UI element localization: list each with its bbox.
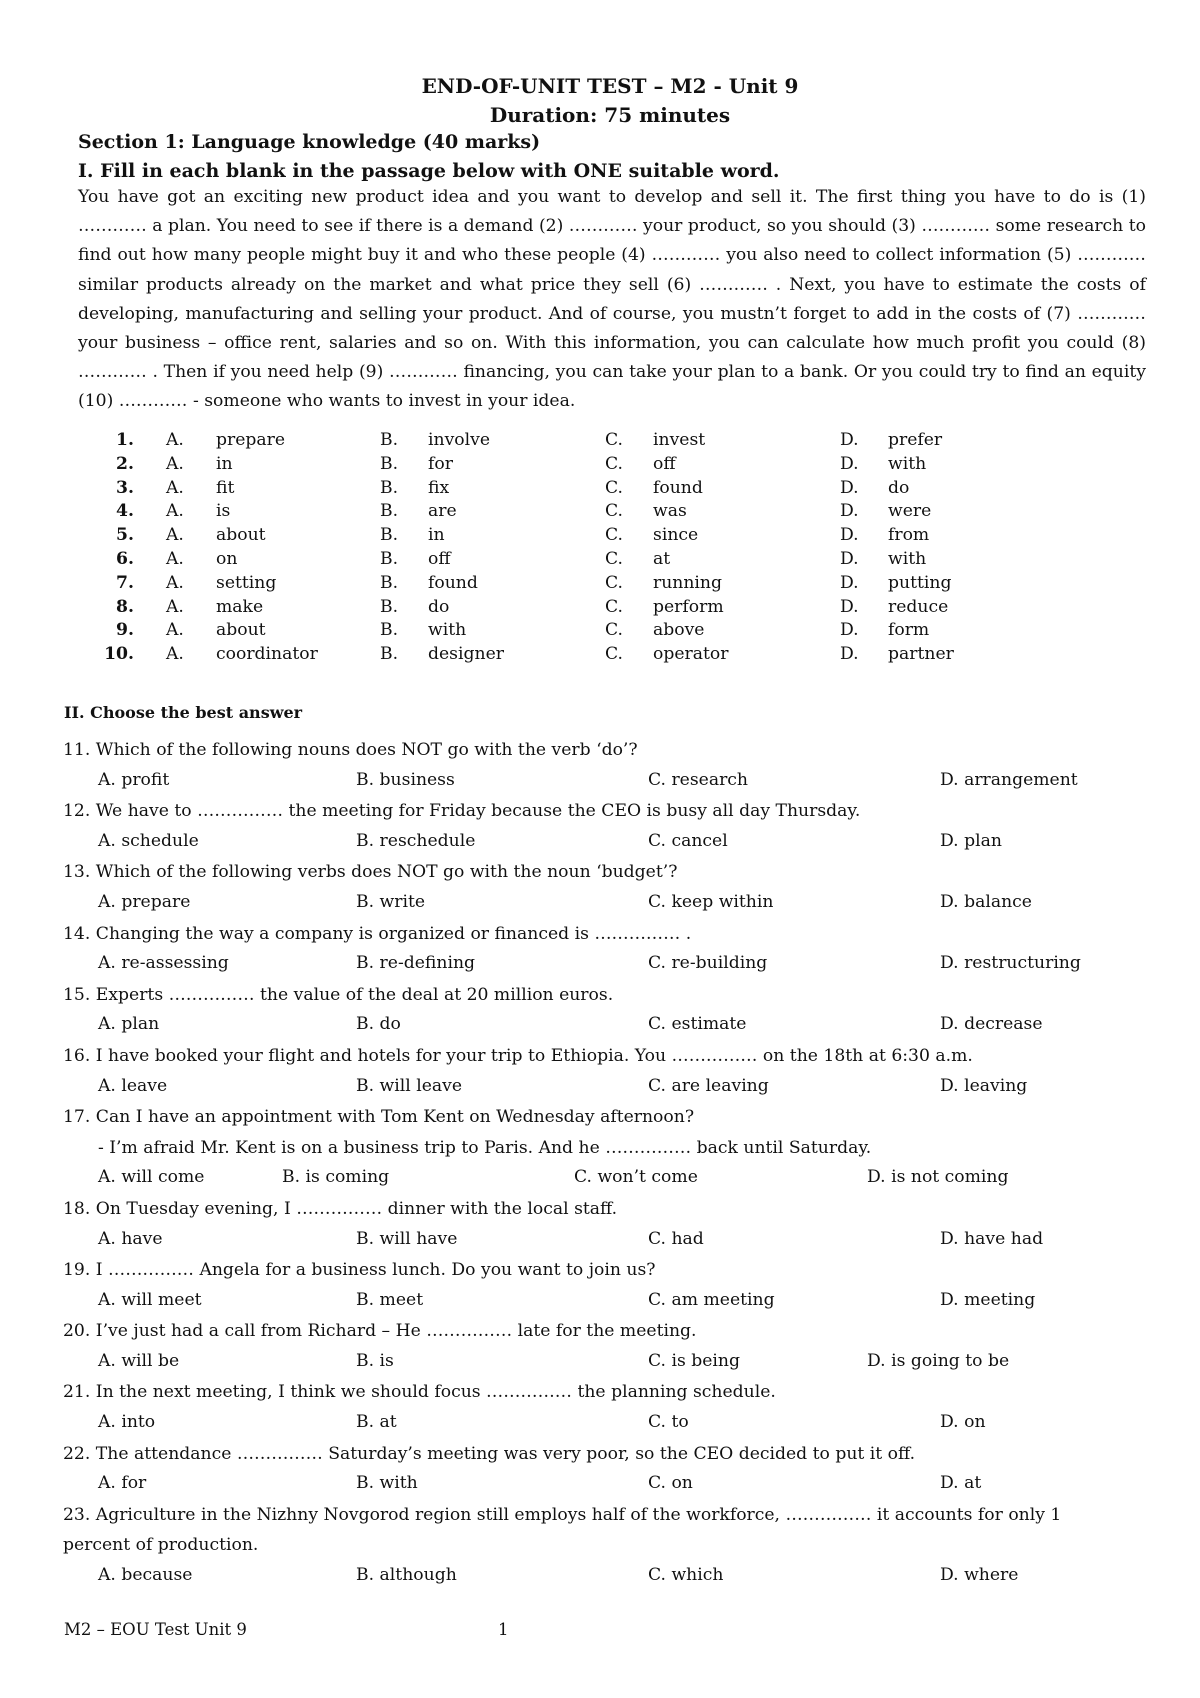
option-letter-b: B. — [380, 549, 399, 569]
option-row — [0, 501, 1200, 525]
answer-option-b[interactable]: B. with — [356, 1473, 418, 1494]
answer-option-b[interactable]: B. do — [356, 1014, 401, 1035]
question-item — [0, 1102, 1200, 1194]
option-a: prepare — [216, 430, 286, 450]
option-d: with — [888, 549, 927, 569]
option-b: are — [428, 501, 457, 522]
option-c: operator — [653, 644, 729, 665]
option-letter-a: A. — [166, 453, 184, 474]
answer-option-d[interactable]: D. where — [940, 1565, 1019, 1586]
answer-option-d[interactable]: D. meeting — [940, 1289, 1036, 1310]
answer-option-d[interactable]: D. balance — [940, 891, 1032, 912]
option-letter-d: D. — [840, 501, 859, 522]
answer-option-a[interactable]: A. prepare — [98, 891, 191, 912]
option-letter-d: D. — [840, 644, 859, 665]
question-stem: 14. Changing the way a company is organized or financed is …………… . — [63, 923, 692, 944]
option-letter-c: C. — [605, 525, 624, 546]
answer-option-b[interactable]: B. is — [356, 1350, 394, 1371]
option-d: do — [888, 477, 910, 498]
answer-options — [0, 1072, 1200, 1103]
answer-option-d[interactable]: D. have had — [940, 1228, 1044, 1249]
answer-option-b[interactable]: B. business — [356, 769, 455, 790]
question-stem: 19. I …………… Angela for a business lunch. Do you want to join us? — [63, 1260, 656, 1281]
option-b: do — [428, 596, 450, 617]
option-a: setting — [216, 572, 277, 593]
answer-option-d[interactable]: D. is not coming — [867, 1167, 1009, 1188]
question-note: - I’m afraid Mr. Kent is on a business trip to Paris. And he …………… back until Saturday. — [98, 1137, 872, 1158]
option-letter-d: D. — [840, 430, 859, 450]
option-letter-a: A. — [166, 572, 184, 593]
answer-option-a[interactable]: A. will come — [98, 1167, 205, 1188]
part1-heading: I. Fill in each blank in the passage below with ONE suitable word. — [78, 160, 780, 182]
option-c: since — [653, 525, 699, 546]
answer-option-c[interactable]: C. which — [648, 1565, 724, 1586]
option-b: found — [428, 572, 478, 593]
option-d: putting — [888, 572, 952, 593]
answer-option-d[interactable]: D. on — [940, 1412, 986, 1433]
answer-option-c[interactable]: C. re-building — [648, 953, 768, 974]
option-number: 10. — [104, 644, 134, 665]
option-letter-d: D. — [840, 596, 859, 617]
answer-option-b[interactable]: B. although — [356, 1565, 457, 1586]
option-b: involve — [428, 430, 491, 450]
option-number: 1. — [116, 430, 134, 450]
option-a: about — [216, 525, 266, 546]
option-number: 7. — [116, 572, 134, 593]
answer-option-a[interactable]: A. because — [98, 1565, 193, 1586]
option-row — [0, 644, 1200, 668]
option-letter-a: A. — [166, 549, 184, 569]
option-letter-c: C. — [605, 453, 624, 474]
duration-line: Duration: 75 minutes — [489, 103, 731, 127]
question-item — [0, 796, 1200, 857]
answer-options — [0, 1561, 1200, 1592]
option-letter-b: B. — [380, 644, 399, 665]
option-c: at — [653, 549, 671, 569]
option-a: in — [216, 453, 233, 474]
option-number: 6. — [116, 549, 134, 569]
passage-text: You have got an exciting new product idea and you want to develop and sell it. The first thing you have to do is (1) ………… a plan. You need to see if there is a demand (2) ………… your product, so you should (3) ………… some research to find out how many people might buy it and who these people (4) ………… you also need to collect information (5) ………… similar products already on the market and what price they sell (6) ………… . Next, you have to estimate the costs of developing, manufacturing and selling your product. And of course, you mustn’t forget to add in the costs of (7) ………… your business – office rent, salaries and so on. With this information, you can calculate how much profit you could (8) ………… . Then if you need help (9) ………… financing, you can take your plan to a bank. Or you could try to find an equity (10) ………… - someone who wants to invest in your idea. — [78, 187, 1146, 412]
question-item — [0, 1377, 1200, 1438]
answer-option-a[interactable]: A. into — [98, 1412, 156, 1433]
option-letter-b: B. — [380, 453, 399, 474]
answer-option-b[interactable]: B. will leave — [356, 1075, 463, 1096]
answer-options — [0, 827, 1200, 858]
answer-option-a[interactable]: A. for — [98, 1473, 147, 1494]
option-number: 4. — [116, 501, 134, 522]
option-number: 5. — [116, 525, 134, 546]
option-a: coordinator — [216, 644, 318, 665]
answer-options — [0, 1010, 1200, 1041]
option-letter-c: C. — [605, 572, 624, 593]
page-number: 1 — [498, 1620, 509, 1639]
option-letter-c: C. — [605, 477, 624, 498]
option-letter-d: D. — [840, 572, 859, 593]
answer-option-c[interactable]: C. am meeting — [648, 1289, 775, 1310]
answer-option-d[interactable]: D. arrangement — [940, 769, 1078, 790]
answer-option-d[interactable]: D. leaving — [940, 1075, 1028, 1096]
question-stem: 11. Which of the following nouns does NOT go with the verb ‘do’? — [63, 740, 638, 760]
option-letter-b: B. — [380, 620, 399, 641]
page-title: END-OF-UNIT TEST – M2 - Unit 9 — [421, 74, 799, 98]
option-c: invest — [653, 430, 706, 450]
question-item — [0, 735, 1200, 796]
option-a: about — [216, 620, 266, 641]
answer-options — [0, 1469, 1200, 1500]
option-number: 8. — [116, 596, 134, 617]
option-letter-b: B. — [380, 572, 399, 593]
option-number: 9. — [116, 620, 134, 641]
answer-option-c[interactable]: C. on — [648, 1473, 693, 1494]
answer-option-c[interactable]: C. to — [648, 1412, 689, 1433]
answer-option-b[interactable]: B. reschedule — [356, 830, 476, 851]
option-b: fix — [428, 477, 450, 498]
option-letter-c: C. — [605, 596, 624, 617]
answer-option-a[interactable]: A. schedule — [98, 830, 199, 851]
answer-option-a[interactable]: A. profit — [98, 769, 170, 790]
option-d: partner — [888, 644, 954, 665]
option-row — [0, 620, 1200, 644]
option-d: prefer — [888, 430, 943, 450]
option-letter-c: C. — [605, 620, 624, 641]
answer-option-c[interactable]: C. estimate — [648, 1014, 747, 1035]
answer-options — [0, 1163, 1200, 1194]
option-row — [0, 454, 1200, 478]
option-row — [0, 573, 1200, 597]
question-item — [0, 1439, 1200, 1500]
option-c: perform — [653, 596, 724, 617]
option-a: fit — [216, 477, 235, 498]
option-letter-d: D. — [840, 549, 859, 569]
question-list — [0, 735, 1200, 1592]
answer-option-b[interactable]: B. will have — [356, 1228, 458, 1249]
answer-option-a[interactable]: A. have — [98, 1228, 163, 1249]
answer-option-c[interactable]: C. had — [648, 1228, 704, 1249]
option-d: were — [888, 501, 932, 522]
answer-option-a[interactable]: A. will be — [98, 1350, 180, 1371]
option-letter-a: A. — [166, 477, 184, 498]
answer-option-b[interactable]: B. at — [356, 1412, 397, 1433]
option-b: with — [428, 620, 467, 641]
answer-option-d[interactable]: D. decrease — [940, 1014, 1043, 1035]
option-letter-c: C. — [605, 430, 624, 450]
option-d: reduce — [888, 596, 949, 617]
option-letter-c: C. — [605, 549, 624, 569]
option-row — [0, 525, 1200, 549]
option-letter-d: D. — [840, 453, 859, 474]
option-row — [0, 597, 1200, 621]
option-b: in — [428, 525, 445, 546]
answer-option-b[interactable]: B. is coming — [282, 1167, 390, 1188]
option-number: 2. — [116, 453, 134, 474]
answer-option-d[interactable]: D. plan — [940, 830, 1002, 851]
part2-heading: II. Choose the best answer — [64, 703, 303, 722]
option-letter-a: A. — [166, 430, 184, 450]
option-a: is — [216, 501, 231, 522]
question-stem: 21. In the next meeting, I think we should focus …………… the planning schedule. — [63, 1382, 776, 1403]
answer-options — [0, 888, 1200, 919]
option-letter-b: B. — [380, 525, 399, 546]
question-item — [0, 919, 1200, 980]
option-letter-d: D. — [840, 477, 859, 498]
question-item — [0, 980, 1200, 1041]
option-letter-a: A. — [166, 644, 184, 665]
option-letter-b: B. — [380, 501, 399, 522]
option-letter-c: C. — [605, 644, 624, 665]
question-stem: 17. Can I have an appointment with Tom Kent on Wednesday afternoon? — [63, 1107, 695, 1128]
answer-option-b[interactable]: B. write — [356, 891, 426, 912]
question-stem: 18. On Tuesday evening, I …………… dinner with the local staff. — [63, 1198, 618, 1219]
question-item — [0, 1194, 1200, 1255]
answer-option-a[interactable]: A. will meet — [98, 1289, 202, 1310]
option-b: designer — [428, 644, 504, 665]
option-letter-a: A. — [166, 501, 184, 522]
answer-option-d[interactable]: D. at — [940, 1473, 982, 1494]
option-letter-c: C. — [605, 501, 624, 522]
option-letter-a: A. — [166, 596, 184, 617]
question-item — [0, 1500, 1200, 1592]
option-letter-a: A. — [166, 525, 184, 546]
answer-option-c[interactable]: C. is being — [648, 1350, 740, 1371]
question-item — [0, 1316, 1200, 1377]
option-c: running — [653, 572, 722, 593]
question-stem: 16. I have booked your flight and hotels for your trip to Ethiopia. You …………… on the 18th at 6:30 a.m. — [63, 1045, 973, 1066]
answer-option-b[interactable]: B. meet — [356, 1289, 424, 1310]
answer-option-d[interactable]: D. is going to be — [867, 1350, 1010, 1371]
question-stem: 13. Which of the following verbs does NOT go with the noun ‘budget’? — [63, 862, 678, 883]
answer-option-b[interactable]: B. re-defining — [356, 953, 476, 974]
question-stem: 22. The attendance …………… Saturday’s meeting was very poor, so the CEO decided to put it off. — [63, 1443, 916, 1464]
option-letter-b: B. — [380, 596, 399, 617]
answer-option-a[interactable]: A. plan — [98, 1014, 160, 1035]
answer-options — [0, 1286, 1200, 1317]
section1-heading: Section 1: Language knowledge (40 marks) — [78, 131, 541, 153]
answer-option-c[interactable]: C. are leaving — [648, 1075, 769, 1096]
answer-option-a[interactable]: A. re-assessing — [98, 953, 229, 974]
answer-option-a[interactable]: A. leave — [98, 1075, 168, 1096]
question-item — [0, 1041, 1200, 1102]
option-c: above — [653, 620, 705, 641]
option-letter-d: D. — [840, 525, 859, 546]
answer-options — [0, 1225, 1200, 1256]
answer-option-c[interactable]: C. research — [648, 769, 749, 790]
option-a: on — [216, 549, 238, 569]
option-letter-a: A. — [166, 620, 184, 641]
answer-options — [0, 766, 1200, 797]
option-a: make — [216, 596, 264, 617]
option-d: from — [888, 525, 930, 546]
option-row — [0, 430, 1200, 454]
answer-option-c[interactable]: C. won’t come — [574, 1167, 698, 1188]
question-stem: 23. Agriculture in the Nizhny Novgorod region still employs half of the workforce, …………… it accounts for only 1 percent of production. — [63, 1504, 1062, 1556]
question-item — [0, 857, 1200, 918]
option-d: form — [888, 620, 930, 641]
option-c: was — [653, 501, 687, 522]
footer-label: M2 – EOU Test Unit 9 — [64, 1620, 247, 1639]
answer-option-c[interactable]: C. keep within — [648, 891, 774, 912]
option-b: for — [428, 453, 453, 474]
option-b: off — [428, 549, 451, 569]
option-c: off — [653, 453, 676, 474]
question-stem: 12. We have to …………… the meeting for Friday because the CEO is busy all day Thursday. — [63, 801, 861, 822]
question-stem: 15. Experts …………… the value of the deal at 20 million euros. — [63, 984, 614, 1005]
option-d: with — [888, 453, 927, 474]
answer-options — [0, 1347, 1200, 1378]
option-letter-b: B. — [380, 477, 399, 498]
option-row — [0, 478, 1200, 502]
answer-option-c[interactable]: C. cancel — [648, 830, 728, 851]
option-row — [0, 549, 1200, 573]
question-item — [0, 1255, 1200, 1316]
option-c: found — [653, 477, 703, 498]
answer-options — [0, 1408, 1200, 1439]
answer-options — [0, 949, 1200, 980]
option-number: 3. — [116, 477, 134, 498]
option-letter-b: B. — [380, 430, 399, 450]
answer-option-d[interactable]: D. restructuring — [940, 953, 1081, 974]
option-letter-d: D. — [840, 620, 859, 641]
question-stem: 20. I’ve just had a call from Richard – He …………… late for the meeting. — [63, 1321, 697, 1342]
